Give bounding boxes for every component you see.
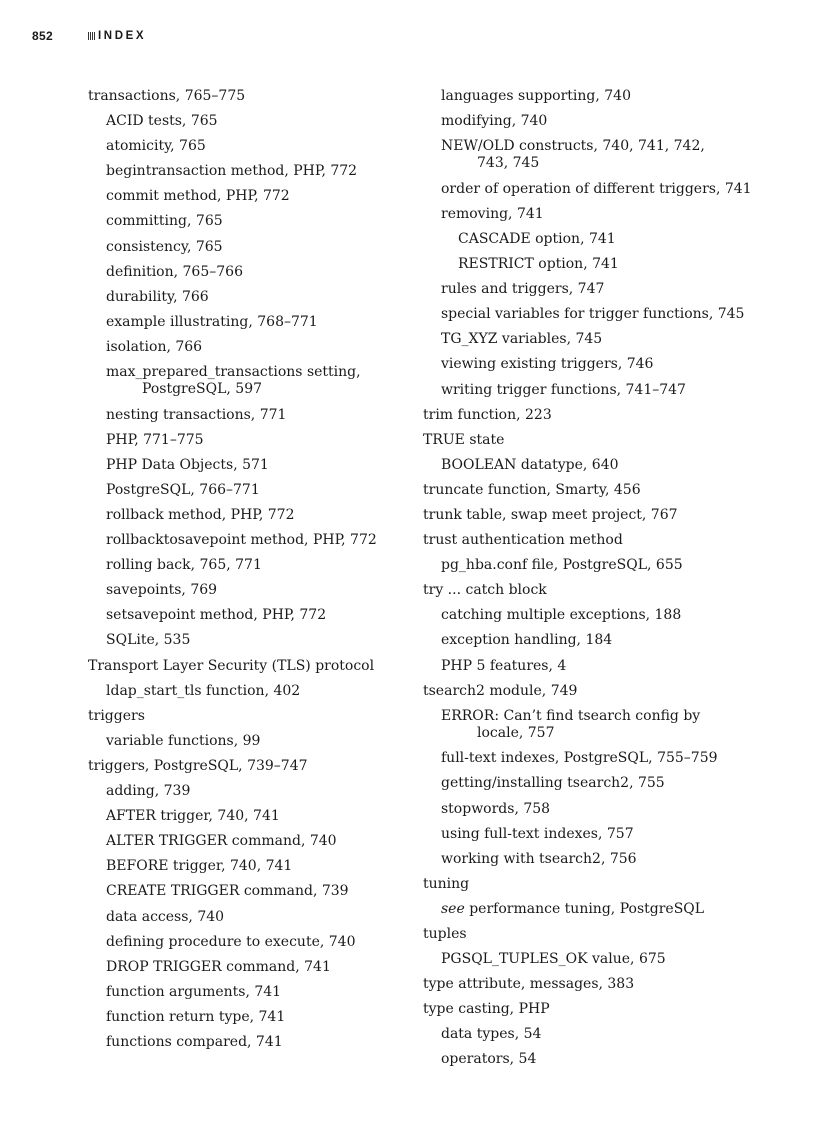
index-entry-text: try ... catch block (423, 582, 547, 599)
index-entry-text: variable functions, 99 (106, 732, 261, 749)
index-entry-text: modifying, 740 (441, 113, 548, 130)
index-entry-text: commit method, PHP, 772 (106, 188, 290, 205)
index-sub-entry (88, 478, 408, 503)
index-sub-entry (423, 603, 743, 628)
index-entry-text: operators, 54 (441, 1051, 537, 1068)
index-entry-text: data types, 54 (441, 1026, 542, 1043)
index-entry-text: stopwords, 758 (441, 800, 551, 817)
index-sub-entry (423, 109, 743, 134)
index-entry-text: ALTER TRIGGER command, 740 (106, 833, 337, 850)
index-entry-text: SQLite, 535 (106, 632, 191, 649)
index-sub-entry (423, 352, 743, 377)
index-entry-text: rolling back, 765, 771 (106, 557, 262, 574)
index-sub-entry (88, 1005, 408, 1030)
index-sub-entry (88, 109, 408, 134)
index-entry-text: tuning (423, 875, 470, 892)
index-entry-text: ldap_start_tls function, 402 (106, 682, 301, 699)
index-sub-entry (423, 84, 743, 109)
running-header (32, 28, 146, 44)
index-main-entry (423, 679, 743, 704)
index-sub-entry (423, 797, 743, 822)
index-entry-text: CREATE TRIGGER command, 739 (106, 883, 349, 900)
section-title: INDEX (98, 30, 147, 42)
index-main-entry (423, 972, 743, 997)
index-sub-entry (88, 260, 408, 285)
index-entry-text: RESTRICT option, 741 (458, 256, 619, 273)
index-entry-text: exception handling, 184 (441, 632, 613, 649)
hatch-bar-icon (88, 32, 96, 40)
index-entry-text: definition, 765–766 (106, 263, 243, 280)
index-main-entry (423, 922, 743, 947)
index-sub-entry (88, 879, 408, 904)
index-sub-entry (423, 897, 743, 922)
index-entry-text: working with tsearch2, 756 (441, 850, 637, 867)
index-entry-text: isolation, 766 (106, 338, 203, 355)
index-main-entry (423, 503, 743, 528)
index-entry-text: defining procedure to execute, 740 (106, 933, 356, 950)
index-sub-entry (88, 829, 408, 854)
index-entry-text: Transport Layer Security (TLS) protocol (88, 657, 375, 674)
index-entry-text: PHP, 771–775 (106, 431, 204, 448)
index-entry-text: tsearch2 module, 749 (423, 682, 578, 699)
index-sub-entry (88, 360, 408, 403)
index-main-entry (88, 704, 408, 729)
index-entry-text: viewing existing triggers, 746 (441, 356, 654, 373)
index-sub-entry (88, 528, 408, 553)
index-sub-entry (88, 578, 408, 603)
index-sub-entry (423, 847, 743, 872)
index-sub-entry (88, 603, 408, 628)
index-sub-entry (423, 746, 743, 771)
index-sub-entry (88, 854, 408, 879)
index-sub-entry (88, 503, 408, 528)
index-sub-entry (88, 453, 408, 478)
index-sub-entry (88, 159, 408, 184)
index-main-entry (423, 997, 743, 1022)
index-entry-text: ERROR: Can’t find tsearch config by (441, 707, 701, 724)
index-entry-text: PostgreSQL, 766–771 (106, 481, 260, 498)
index-entry-text: PHP 5 features, 4 (441, 657, 567, 674)
index-entry-text: removing, 741 (441, 205, 544, 222)
index-sub-entry (88, 403, 408, 428)
index-sub-entry (88, 428, 408, 453)
index-entry-text: PGSQL_TUPLES_OK value, 675 (441, 951, 666, 968)
index-entry-text: function arguments, 741 (106, 983, 282, 1000)
index-main-entry (88, 654, 408, 679)
index-entry-text: languages supporting, 740 (441, 88, 631, 104)
index-entry-text: nesting transactions, 771 (106, 406, 287, 423)
index-main-entry (423, 578, 743, 603)
index-entry-text: triggers (88, 707, 145, 724)
index-entry-text: setsavepoint method, PHP, 772 (106, 607, 327, 624)
index-entry-text: AFTER trigger, 740, 741 (106, 808, 280, 825)
index-sub-entry (88, 628, 408, 653)
index-entry-text: BOOLEAN datatype, 640 (441, 456, 619, 473)
index-entry-text: using full-text indexes, 757 (441, 825, 634, 842)
index-entry-text: committing, 765 (106, 213, 223, 230)
index-column-left (88, 84, 408, 1055)
index-entry-text: NEW/OLD constructs, 740, 741, 742, (441, 137, 705, 154)
index-entry-text: ACID tests, 765 (106, 113, 218, 130)
index-sub-entry (88, 1030, 408, 1055)
index-entry-text: type attribute, messages, 383 (423, 976, 635, 993)
index-entry-text: consistency, 765 (106, 238, 223, 255)
index-entry-text: function return type, 741 (106, 1008, 286, 1025)
index-entry-text: DROP TRIGGER command, 741 (106, 958, 331, 975)
index-entry-text: durability, 766 (106, 288, 209, 305)
index-entry-text: transactions, 765–775 (88, 88, 246, 104)
index-entry-text: performance tuning, PostgreSQL (464, 900, 705, 917)
index-entry-text: pg_hba.conf file, PostgreSQL, 655 (441, 557, 683, 574)
index-entry-text: rules and triggers, 747 (441, 281, 605, 298)
index-sub-entry (423, 628, 743, 653)
index-entry-text: trust authentication method (423, 532, 623, 549)
index-entry-text: truncate function, Smarty, 456 (423, 481, 641, 498)
index-main-entry (423, 528, 743, 553)
index-entry-text: type casting, PHP (423, 1001, 550, 1018)
index-sub-entry (423, 302, 743, 327)
index-entry-text: atomicity, 765 (106, 138, 206, 155)
index-entry-text: order of operation of different triggers, 741 (441, 180, 752, 197)
index-main-entry (423, 428, 743, 453)
index-entry-text: example illustrating, 768–771 (106, 313, 318, 330)
index-sub-entry (423, 202, 743, 227)
index-sub-entry (423, 654, 743, 679)
index-entry-text: trim function, 223 (423, 406, 552, 423)
index-sub-entry (88, 779, 408, 804)
index-sub-entry (88, 930, 408, 955)
index-entry-text: begintransaction method, PHP, 772 (106, 163, 358, 180)
index-sub-entry (423, 327, 743, 352)
index-sub-entry (423, 277, 743, 302)
index-entry-text: rollback method, PHP, 772 (106, 507, 295, 523)
index-entry-continuation: PostgreSQL, 597 (142, 381, 263, 398)
index-main-entry (88, 754, 408, 779)
index-entry-text: getting/installing tsearch2, 755 (441, 775, 665, 792)
index-sub-entry (88, 134, 408, 159)
index-entry-text: max_prepared_transactions setting, (106, 363, 361, 380)
index-entry-text: TG_XYZ variables, 745 (441, 331, 603, 348)
index-entry-text: trunk table, swap meet project, 767 (423, 507, 678, 523)
index-entry-continuation: 743, 745 (477, 155, 540, 172)
index-entry-text: BEFORE trigger, 740, 741 (106, 858, 293, 875)
index-sub-entry (423, 1047, 743, 1072)
see-reference-label: see (441, 900, 465, 917)
index-main-entry (423, 478, 743, 503)
index-sub-entry (88, 310, 408, 335)
index-sub-entry (423, 227, 743, 252)
index-entry-text: TRUE state (423, 431, 505, 448)
index-entry-text: adding, 739 (106, 783, 191, 800)
index-entry-text: triggers, PostgreSQL, 739–747 (88, 757, 308, 774)
index-column-right (423, 84, 752, 1073)
index-sub-entry (423, 134, 743, 177)
index-sub-entry (423, 947, 743, 972)
index-sub-entry (88, 285, 408, 310)
index-sub-entry (423, 177, 752, 202)
index-sub-entry (423, 771, 743, 796)
index-entry-text: special variables for trigger functions, 745 (441, 306, 745, 323)
index-main-entry (423, 872, 743, 897)
index-sub-entry (88, 804, 408, 829)
index-sub-entry (88, 905, 408, 930)
index-sub-entry (88, 729, 408, 754)
index-sub-entry (423, 378, 743, 403)
index-entry-text: full-text indexes, PostgreSQL, 755–759 (441, 750, 718, 767)
index-sub-entry (88, 980, 408, 1005)
index-sub-entry (88, 235, 408, 260)
index-entry-text: data access, 740 (106, 908, 225, 925)
index-entry-continuation: locale, 757 (477, 725, 555, 742)
index-sub-entry (88, 955, 408, 980)
index-entry-text: catching multiple exceptions, 188 (441, 607, 682, 624)
index-sub-entry (88, 679, 408, 704)
index-sub-entry (423, 1022, 743, 1047)
index-entry-text: PHP Data Objects, 571 (106, 456, 269, 473)
index-sub-entry (423, 822, 743, 847)
index-entry-text: writing trigger functions, 741–747 (441, 381, 686, 398)
index-entry-text: tuples (423, 926, 467, 942)
index-main-entry (88, 84, 408, 109)
index-sub-entry (88, 209, 408, 234)
page-number: 852 (32, 29, 53, 43)
index-sub-entry (88, 184, 408, 209)
index-sub-entry (423, 453, 743, 478)
index-sub-entry (423, 704, 743, 747)
index-entry-text: CASCADE option, 741 (458, 230, 616, 247)
index-sub-entry (423, 553, 743, 578)
index-sub-entry (88, 335, 408, 360)
index-entry-text: functions compared, 741 (106, 1033, 283, 1050)
index-entry-text: savepoints, 769 (106, 582, 218, 599)
index-main-entry (423, 403, 743, 428)
index-entry-text: rollbacktosavepoint method, PHP, 772 (106, 532, 377, 549)
index-sub-entry (88, 553, 408, 578)
index-sub-entry (423, 252, 743, 277)
